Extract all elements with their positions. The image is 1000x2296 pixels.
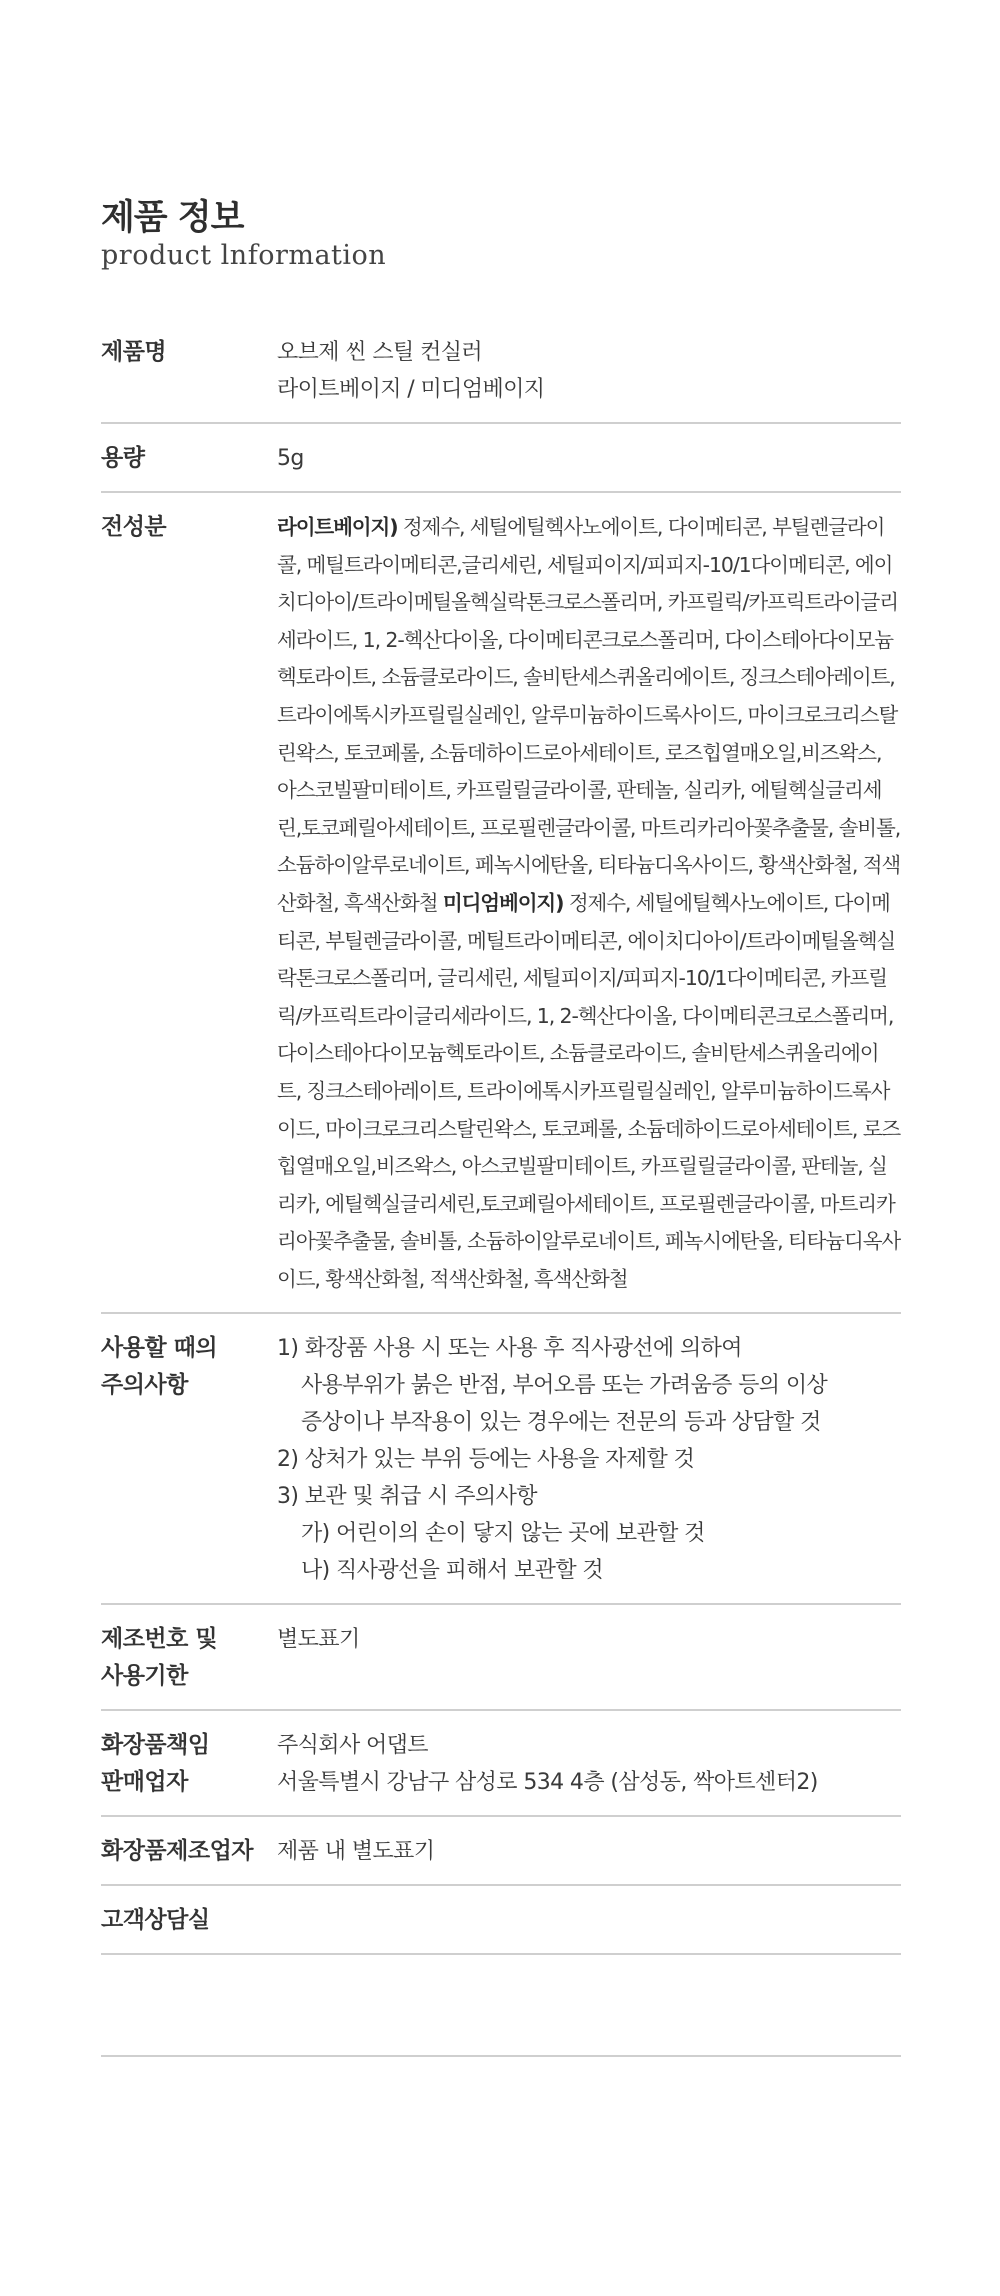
value-expiry: 별도표기 — [277, 1627, 360, 1653]
label-expiry — [101, 1621, 277, 1695]
value-volume: 5g — [277, 446, 304, 471]
label-ingredients: 전성분 — [101, 514, 167, 540]
page-title: 제품 정보 — [101, 198, 244, 238]
row-product-name — [101, 318, 901, 424]
product-shades: 라이트베이지 / 미디엄베이지 — [277, 377, 545, 402]
shade-medium-label: 미디엄베이지) — [442, 890, 564, 915]
label-manufacturer: 화장품제조업자 — [101, 1838, 254, 1865]
label-expiry-line1: 제조번호 및 — [101, 1626, 218, 1653]
value-seller — [277, 1727, 901, 1801]
row-seller — [101, 1711, 901, 1817]
label-caution-line2: 주의사항 — [101, 1372, 188, 1399]
seller-address: 서울특별시 강남구 삼성로 534 4층 (삼성동, 싹아트센터2) — [277, 1770, 818, 1796]
row-ingredients — [101, 493, 901, 1314]
label-seller — [101, 1727, 277, 1801]
caution-line: 증상이나 부작용이 있는 경우에는 전문의 등과 상담할 것 — [301, 1410, 821, 1436]
label-seller-line1: 화장품책임 — [101, 1732, 210, 1759]
row-caution — [101, 1314, 901, 1605]
caution-line: 사용부위가 붉은 반점, 부어오름 또는 가려움증 등의 이상 — [301, 1373, 828, 1399]
caution-line: 3) 보관 및 취급 시 주의사항 — [277, 1484, 537, 1510]
label-customer-service: 고객상담실 — [101, 1907, 210, 1934]
row-volume — [101, 424, 901, 493]
label-seller-line2: 판매업자 — [101, 1769, 188, 1796]
row-customer-service — [101, 1886, 901, 1955]
value-product-name — [277, 334, 901, 408]
shade-light-label: 라이트베이지) — [277, 515, 398, 539]
value-manufacturer: 제품 내 별도표기 — [277, 1839, 435, 1865]
caution-line: 나) 직사광선을 피해서 보관할 것 — [301, 1558, 604, 1584]
value-ingredients — [277, 509, 901, 1298]
label-expiry-line2: 사용기한 — [101, 1663, 188, 1690]
caution-line: 2) 상처가 있는 부위 등에는 사용을 자제할 것 — [277, 1447, 695, 1473]
row-expiry — [101, 1605, 901, 1711]
caution-line: 가) 어린이의 손이 닿지 않는 곳에 보관할 것 — [301, 1521, 705, 1547]
label-caution-line1: 사용할 때의 — [101, 1335, 218, 1362]
row-manufacturer — [101, 1817, 901, 1886]
seller-name: 주식회사 어댑트 — [277, 1733, 428, 1759]
ingredients-medium: 정제수, 세틸에틸헥사노에이트, 다이메티콘, 부틸렌글라이콜, 메틸트라이메티콘, 에이치디아이/트라이메틸올헥실락톤크로스폴리머, 글리세린, 세틸피이지/피피지-10/1다이메티콘, 카프릴릭/카프릭트라이글리세라이드, 1, 2-헥산다이올, 다이메티콘크로스폴리머, 다이스테아다이모늄헥토라이트, 소듐클로라이드, 솔비탄세스퀴올리에이트, 징크스테아레이트, 트라이에톡시카프릴릴실레인, 알루미늄하이드록사이드, 마이크로크리스탈린왁스, 토코페롤, 소듐데하이드로아세테이트, 로즈힙열매오일,비즈왁스, 아스코빌팔미테이트, 카프릴릴글라이콜, 판테놀, 실리카, 에틸헥실글리세린,토코페릴아세테이트, 프로필렌글라이콜, 마트리카리아꽃추출물, 솔비톨, 소듐하이알루로네이트, 페녹시에탄올, 티타늄디옥사이드, 황색산화철, 적색산화철, 흑색산화철 — [277, 890, 901, 1291]
value-caution — [277, 1330, 901, 1589]
label-product-name: 제품명 — [101, 339, 167, 365]
value-customer-service — [277, 1902, 901, 1939]
ingredients-light: 정제수, 세틸에틸헥사노에이트, 다이메티콘, 부틸렌글라이콜, 메틸트라이메티콘,글리세린, 세틸피이지/피피지-10/1다이메티콘, 에이치디아이/트라이메틸올헥실락톤크로스폴리머, 카프릴릭/카프릭트라이글리세라이드, 1, 2-헥산다이올, 다이메티콘크로스폴리머, 다이스테아다이모늄헥토라이트, 소듐클로라이드, 솔비탄세스퀴올리에이트, 징크스테아레이트, 트라이에톡시카프릴릴실레인, 알루미늄하이드록사이드, 마이크로크리스탈린왁스, 토코페롤, 소듐데하이드로아세테이트, 로즈힙열매오일,비즈왁스, 아스코빌팔미테이트, 카프릴릴글라이콜, 판테놀, 실리카, 에틸헥실글리세린,토코페릴아세테이트, 프로필렌글라이콜, 마트리카리아꽃추출물, 솔비톨, 소듐하이알루로네이트, 페녹시에탄올, 티타늄디옥사이드, 황색산화철, 적색산화철, 흑색산화철 — [277, 515, 901, 915]
label-volume: 용량 — [101, 445, 145, 471]
product-name: 오브제 씬 스틸 컨실러 — [277, 340, 483, 365]
page-subtitle: product lnformation — [101, 240, 387, 271]
label-caution — [101, 1330, 277, 1589]
product-info-table — [101, 318, 901, 2057]
row-blank — [101, 1955, 901, 2057]
caution-line: 1) 화장품 사용 시 또는 사용 후 직사광선에 의하여 — [277, 1336, 742, 1362]
